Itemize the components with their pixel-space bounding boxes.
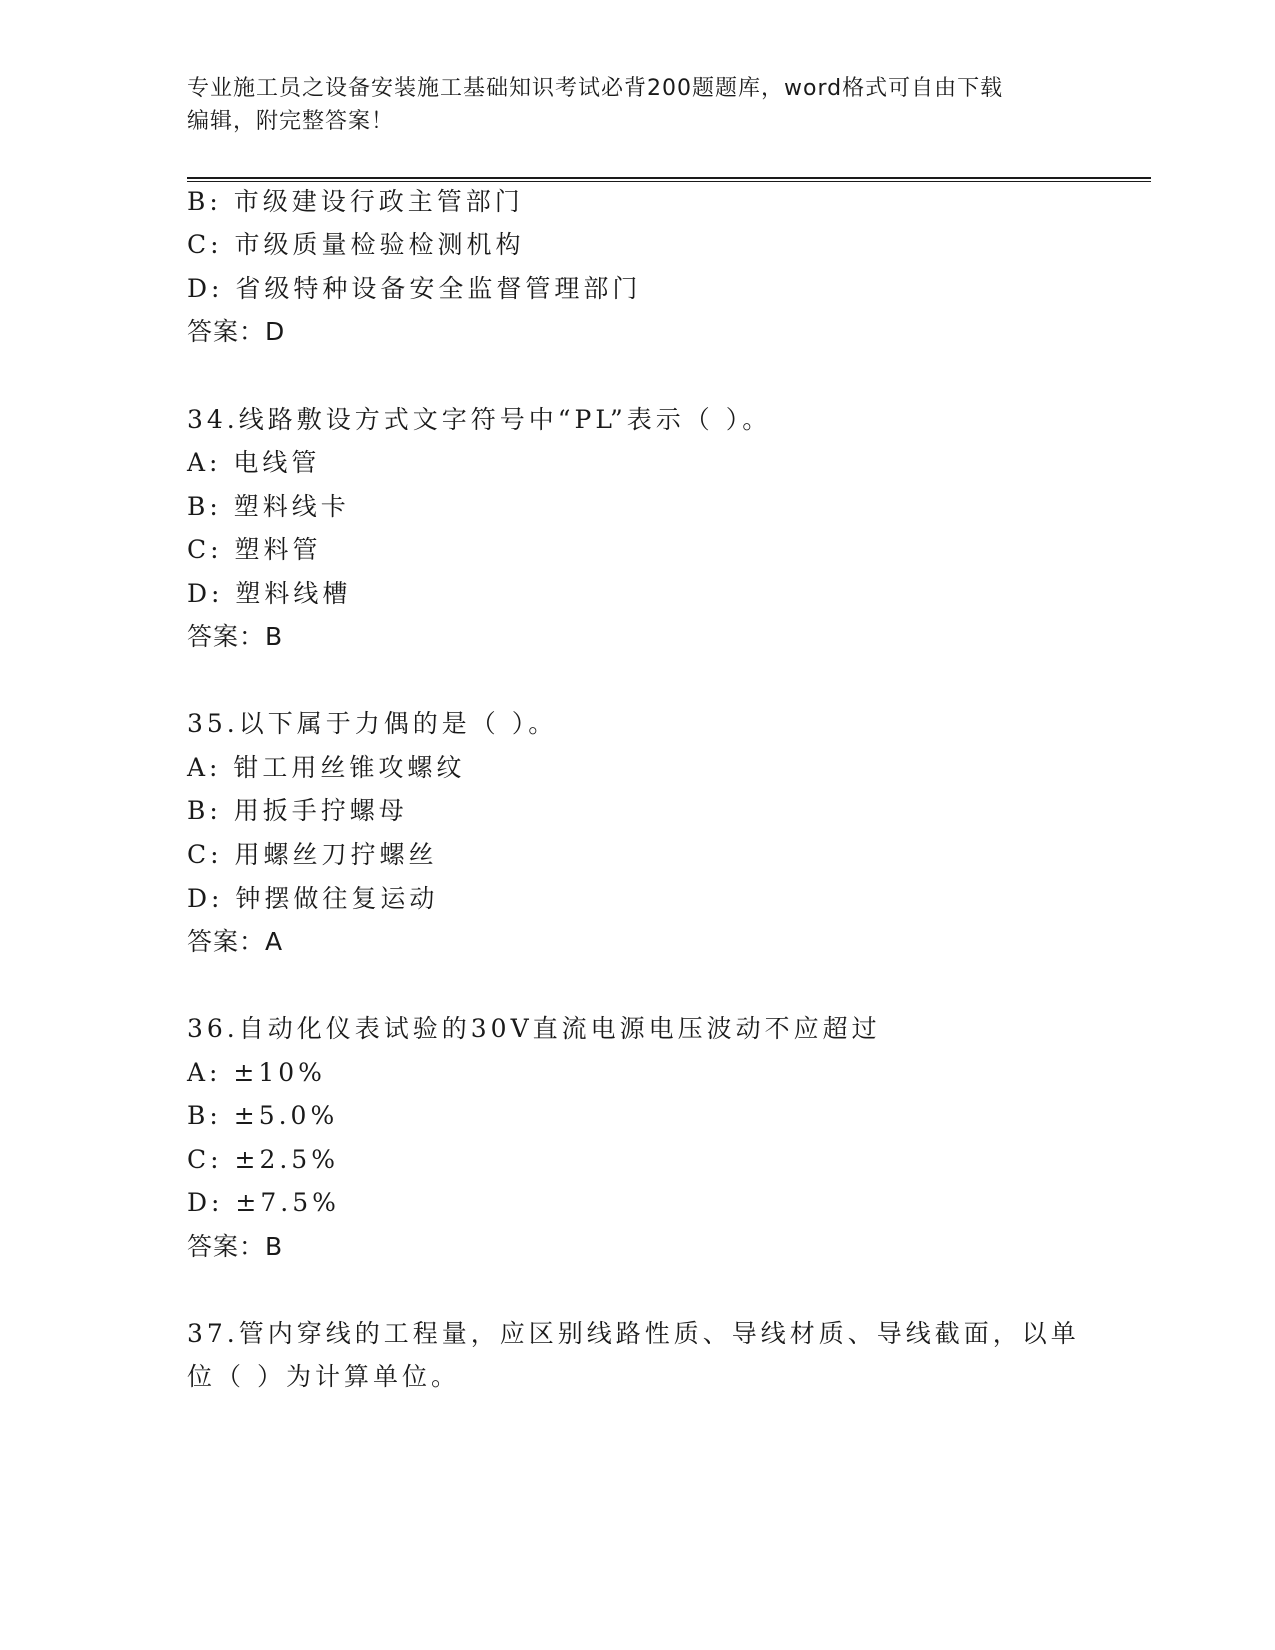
q36-option-c: C: ±2.5% <box>187 1145 339 1174</box>
q35-answer: 答案：A <box>187 927 284 956</box>
q33-answer: 答案：D <box>187 317 286 346</box>
q34-option-a: A: 电线管 <box>187 448 321 477</box>
q33-option-b: B: 市级建设行政主管部门 <box>187 187 524 216</box>
q35-option-a: A: 钳工用丝锥攻螺纹 <box>187 753 466 782</box>
q35-option-d: D: 钟摆做往复运动 <box>187 884 439 913</box>
header-line-1: 专业施工员之设备安装施工基础知识考试必背200题题库，word格式可自由下载 <box>187 76 1004 101</box>
q34-answer: 答案：B <box>187 622 284 651</box>
q37-question-line-2: 位（ ）为计算单位。 <box>187 1362 460 1391</box>
q36-option-d: D: ±7.5% <box>187 1188 340 1217</box>
q34-option-d: D: 塑料线槽 <box>187 579 352 608</box>
q35-option-c: C: 用螺丝刀拧螺丝 <box>187 840 438 869</box>
document-header <box>187 72 1067 138</box>
q36-answer: 答案：B <box>187 1232 284 1261</box>
q34-option-c: C: 塑料管 <box>187 535 322 564</box>
q35-question: 35.以下属于力偶的是（ ）。 <box>187 709 558 738</box>
q36-question: 36.自动化仪表试验的30V直流电源电压波动不应超过 <box>187 1014 881 1043</box>
header-line-2: 编辑，附完整答案！ <box>187 109 395 134</box>
q35-option-b: B: 用扳手拧螺母 <box>187 796 408 825</box>
q36-option-b: B: ±5.0% <box>187 1101 339 1130</box>
q36-option-a: A: ±10% <box>187 1058 326 1087</box>
q33-option-d: D: 省级特种设备安全监督管理部门 <box>187 274 642 303</box>
q34-question: 34.线路敷设方式文字符号中“PL”表示（ ）。 <box>187 405 772 434</box>
q34-option-b: B: 塑料线卡 <box>187 492 350 521</box>
q37-question-line-1: 37.管内穿线的工程量，应区别线路性质、导线材质、导线截面，以单 <box>187 1319 1080 1348</box>
q33-option-c: C: 市级质量检验检测机构 <box>187 230 525 259</box>
header-divider <box>187 177 1151 182</box>
